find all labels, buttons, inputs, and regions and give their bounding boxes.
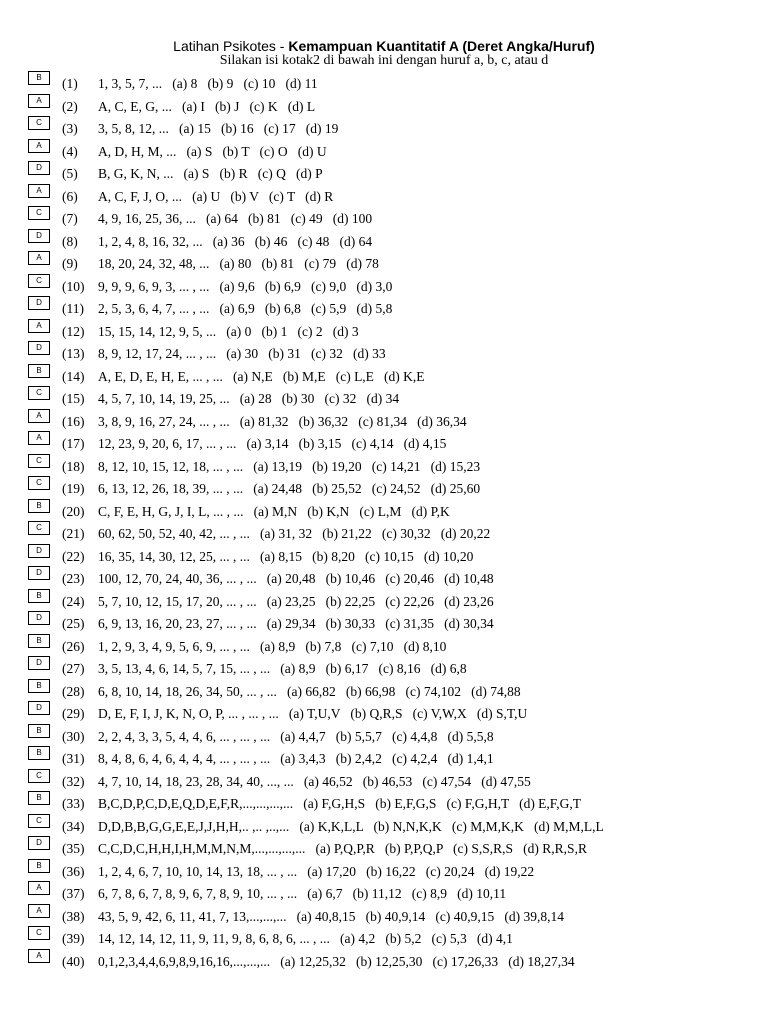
question-row [0, 570, 768, 593]
answer-box[interactable]: D [28, 341, 50, 355]
question-row [0, 770, 768, 796]
question-row [0, 95, 768, 121]
answer-box[interactable]: C [28, 454, 50, 468]
question-row [0, 120, 768, 143]
page-title [0, 38, 768, 54]
question-number: (14) [62, 368, 85, 384]
answer-box[interactable]: B [28, 746, 50, 760]
question-number: (11) [62, 301, 84, 316]
question-row [0, 365, 768, 391]
question-text: A, C, E, G, ... (a) I (b) J (c) K (d) L [98, 98, 316, 114]
question-text: 4, 7, 10, 14, 18, 23, 28, 34, 40, ..., ... (a) 46,52 (b) 46,53 (c) 47,54 (d) 47,55 [98, 773, 531, 789]
question-text: C,C,D,C,H,H,I,H,M,M,N,M,...,...,...,... (a) P,Q,P,R (b) P,P,Q,P (c) S,S,R,S (d) R,R,S,R [98, 841, 587, 856]
answer-box[interactable]: A [28, 904, 50, 918]
question-row [0, 795, 768, 818]
answer-box[interactable]: B [28, 589, 50, 603]
question-text: 15, 15, 14, 12, 9, 5, ... (a) 0 (b) 1 (c) 2 (d) 3 [98, 323, 359, 339]
answer-box[interactable]: C [28, 206, 50, 220]
answer-box[interactable]: A [28, 94, 50, 108]
question-text: 4, 9, 16, 25, 36, ... (a) 64 (b) 81 (c) 49 (d) 100 [98, 211, 373, 226]
answer-box[interactable]: D [28, 544, 50, 558]
answer-box[interactable]: D [28, 656, 50, 670]
answer-box[interactable]: B [28, 71, 50, 85]
question-text: 3, 5, 13, 4, 6, 14, 5, 7, 15, ... , ... (a) 8,9 (b) 6,17 (c) 8,16 (d) 6,8 [98, 661, 467, 676]
question-number: (31) [62, 751, 85, 766]
question-text: 3, 5, 8, 12, ... (a) 15 (b) 16 (c) 17 (d) 19 [98, 121, 339, 136]
question-row [0, 705, 768, 728]
question-text: 1, 3, 5, 7, ... (a) 8 (b) 9 (c) 10 (d) 11 [98, 76, 318, 91]
answer-box[interactable]: B [28, 859, 50, 873]
answer-box[interactable]: C [28, 476, 50, 490]
question-text: 3, 8, 9, 16, 27, 24, ... , ... (a) 81,32 (b) 36,32 (c) 81,34 (d) 36,34 [98, 413, 467, 429]
question-row [0, 210, 768, 233]
answer-box[interactable]: C [28, 386, 50, 400]
answer-box[interactable]: D [28, 229, 50, 243]
answer-box[interactable]: A [28, 184, 50, 198]
question-number: (19) [62, 481, 85, 496]
answer-box[interactable]: A [28, 881, 50, 895]
question-text: 4, 5, 7, 10, 14, 19, 25, ... (a) 28 (b) 30 (c) 32 (d) 34 [98, 391, 400, 406]
answer-box[interactable]: C [28, 814, 50, 828]
question-row [0, 590, 768, 616]
question-row [0, 455, 768, 481]
question-row [0, 345, 768, 368]
question-number: (30) [62, 728, 85, 744]
question-row [0, 885, 768, 908]
question-row [0, 390, 768, 413]
answer-box[interactable]: C [28, 274, 50, 288]
question-row [0, 680, 768, 706]
question-number: (7) [62, 211, 78, 226]
question-row [0, 930, 768, 953]
question-number: (39) [62, 931, 85, 946]
answer-box[interactable]: C [28, 116, 50, 130]
question-row [0, 750, 768, 773]
question-number: (1) [62, 76, 78, 91]
question-text: 8, 12, 10, 15, 12, 18, ... , ... (a) 13,19 (b) 19,20 (c) 14,21 (d) 15,23 [98, 458, 481, 474]
question-row [0, 410, 768, 436]
question-number: (36) [62, 863, 85, 879]
answer-box[interactable]: D [28, 611, 50, 625]
question-row [0, 615, 768, 638]
answer-box[interactable]: A [28, 319, 50, 333]
answer-box[interactable]: A [28, 409, 50, 423]
question-text: 100, 12, 70, 24, 40, 36, ... , ... (a) 20,48 (b) 10,46 (c) 20,46 (d) 10,48 [98, 571, 494, 586]
answer-box[interactable]: D [28, 836, 50, 850]
answer-box[interactable]: A [28, 949, 50, 963]
question-number: (4) [62, 143, 78, 159]
question-number: (34) [62, 818, 85, 834]
question-text: 8, 4, 8, 6, 4, 6, 4, 4, 4, ... , ... , ... (a) 3,4,3 (b) 2,4,2 (c) 4,2,4 (d) 1,4,1 [98, 751, 494, 766]
answer-box[interactable]: B [28, 791, 50, 805]
question-number: (24) [62, 593, 85, 609]
question-text: 9, 9, 9, 6, 9, 3, ... , ... (a) 9,6 (b) 6,9 (c) 9,0 (d) 3,0 [98, 278, 393, 294]
question-number: (15) [62, 391, 85, 406]
question-row [0, 230, 768, 256]
question-row [0, 300, 768, 323]
question-text: 6, 7, 8, 6, 7, 8, 9, 6, 7, 8, 9, 10, ... , ... (a) 6,7 (b) 11,12 (c) 8,9 (d) 10,11 [98, 886, 507, 901]
question-number: (21) [62, 526, 85, 541]
question-row [0, 480, 768, 503]
question-number: (40) [62, 953, 85, 969]
question-text: C, F, E, H, G, J, I, L, ... , ... (a) M,N (b) K,N (c) L,M (d) P,K [98, 503, 450, 519]
question-number: (18) [62, 458, 85, 474]
question-text: 6, 8, 10, 14, 18, 26, 34, 50, ... , ... (a) 66,82 (b) 66,98 (c) 74,102 (d) 74,88 [98, 683, 521, 699]
answer-box[interactable]: C [28, 926, 50, 940]
question-number: (38) [62, 908, 85, 924]
answer-box[interactable]: A [28, 431, 50, 445]
answer-box[interactable]: A [28, 251, 50, 265]
question-text: 2, 2, 4, 3, 3, 5, 4, 4, 6, ... , ... , ... (a) 4,4,7 (b) 5,5,7 (c) 4,4,8 (d) 5,5,8 [98, 728, 494, 744]
question-number: (27) [62, 661, 85, 676]
question-number: (3) [62, 121, 78, 136]
answer-box[interactable]: D [28, 566, 50, 580]
question-number: (25) [62, 616, 85, 631]
question-text: A, E, D, E, H, E, ... , ... (a) N,E (b) M,E (c) L,E (d) K,E [98, 368, 425, 384]
question-row [0, 840, 768, 863]
question-text: B,C,D,P,C,D,E,Q,D,E,F,R,...,...,...,... (a) F,G,H,S (b) E,F,G,S (c) F,G,H,T (d) E,F,G,T [98, 796, 581, 811]
question-text: 5, 7, 10, 12, 15, 17, 20, ... , ... (a) 23,25 (b) 22,25 (c) 22,26 (d) 23,26 [98, 593, 494, 609]
question-number: (33) [62, 796, 85, 811]
instructions: Silakan isi kotak2 di bawah ini dengan huruf a, b, c, atau d [219, 53, 549, 68]
question-number: (28) [62, 683, 85, 699]
answer-box[interactable]: C [28, 521, 50, 535]
question-number: (12) [62, 323, 85, 339]
answer-box[interactable]: A [28, 139, 50, 153]
answer-box[interactable]: D [28, 161, 50, 175]
question-text: D,D,B,B,G,G,E,E,J,J,H,H,.. ,.. ,..,... (a) K,K,L,L (b) N,N,K,K (c) M,M,K,K (d) M,M,L,L [98, 818, 604, 834]
answer-box[interactable]: B [28, 364, 50, 378]
question-number: (10) [62, 278, 85, 294]
question-row [0, 165, 768, 188]
question-number: (17) [62, 436, 85, 451]
question-row [0, 75, 768, 98]
question-text: 43, 5, 9, 42, 6, 11, 41, 7, 13,...,...,... (a) 40,8,15 (b) 40,9,14 (c) 40,9,15 (d) 39,8,14 [98, 908, 564, 924]
question-row [0, 815, 768, 841]
question-row [0, 860, 768, 886]
question-row [0, 950, 768, 976]
question-number: (20) [62, 503, 85, 519]
question-list [0, 75, 768, 975]
question-text: 2, 5, 3, 6, 4, 7, ... , ... (a) 6,9 (b) 6,8 (c) 5,9 (d) 5,8 [98, 301, 393, 316]
question-row [0, 545, 768, 571]
question-number: (29) [62, 706, 85, 721]
question-row [0, 905, 768, 931]
question-text: 12, 23, 9, 20, 6, 17, ... , ... (a) 3,14 (b) 3,15 (c) 4,14 (d) 4,15 [98, 436, 447, 451]
answer-box[interactable]: C [28, 769, 50, 783]
question-text: D, E, F, I, J, K, N, O, P, ... , ... , ... (a) T,U,V (b) Q,R,S (c) V,W,X (d) S,T,U [98, 706, 528, 721]
question-number: (16) [62, 413, 85, 429]
answer-box[interactable]: B [28, 679, 50, 693]
answer-box[interactable]: D [28, 701, 50, 715]
answer-box[interactable]: B [28, 499, 50, 513]
question-number: (26) [62, 638, 85, 654]
question-text: 18, 20, 24, 32, 48, ... (a) 80 (b) 81 (c) 79 (d) 78 [98, 256, 379, 271]
question-text: 6, 13, 12, 26, 18, 39, ... , ... (a) 24,48 (b) 25,52 (c) 24,52 (d) 25,60 [98, 481, 481, 496]
question-number: (32) [62, 773, 85, 789]
question-number: (37) [62, 886, 85, 901]
question-number: (8) [62, 233, 78, 249]
question-row [0, 320, 768, 346]
question-number: (23) [62, 571, 85, 586]
question-number: (22) [62, 548, 85, 564]
title-bold: Kemampuan Kuantitatif A (Deret Angka/Huruf) [288, 38, 595, 54]
question-text: 14, 12, 14, 12, 11, 9, 11, 9, 8, 6, 8, 6, ... , ... (a) 4,2 (b) 5,2 (c) 5,3 (d) 4,1 [98, 931, 513, 946]
question-text: 6, 9, 13, 16, 20, 23, 27, ... , ... (a) 29,34 (b) 30,33 (c) 31,35 (d) 30,34 [98, 616, 494, 631]
question-text: 1, 2, 4, 8, 16, 32, ... (a) 36 (b) 46 (c) 48 (d) 64 [98, 233, 373, 249]
answer-box[interactable]: D [28, 296, 50, 310]
question-text: 1, 2, 9, 3, 4, 9, 5, 6, 9, ... , ... (a) 8,9 (b) 7,8 (c) 7,10 (d) 8,10 [98, 638, 447, 654]
question-row [0, 140, 768, 166]
answer-box[interactable]: B [28, 634, 50, 648]
title-prefix: Latihan Psikotes - [173, 38, 289, 54]
question-row [0, 255, 768, 278]
question-text: B, G, K, N, ... (a) S (b) R (c) Q (d) P [98, 166, 323, 181]
question-row [0, 275, 768, 301]
question-row [0, 635, 768, 661]
question-text: A, C, F, J, O, ... (a) U (b) V (c) T (d) R [98, 188, 334, 204]
question-row [0, 660, 768, 683]
question-number: (5) [62, 166, 78, 181]
question-number: (35) [62, 841, 85, 856]
question-text: A, D, H, M, ... (a) S (b) T (c) O (d) U [98, 143, 327, 159]
question-text: 0,1,2,3,4,4,6,9,8,9,16,16,...,...,... (a) 12,25,32 (b) 12,25,30 (c) 17,26,33 (d) 18,27,34 [98, 953, 575, 969]
question-row [0, 725, 768, 751]
question-number: (13) [62, 346, 85, 361]
question-text: 60, 62, 50, 52, 40, 42, ... , ... (a) 31, 32 (b) 21,22 (c) 30,32 (d) 20,22 [98, 526, 491, 541]
question-row [0, 500, 768, 526]
question-number: (9) [62, 256, 78, 271]
question-number: (6) [62, 188, 78, 204]
answer-box[interactable]: B [28, 724, 50, 738]
question-number: (2) [62, 98, 78, 114]
question-text: 16, 35, 14, 30, 12, 25, ... , ... (a) 8,15 (b) 8,20 (c) 10,15 (d) 10,20 [98, 548, 474, 564]
question-row [0, 185, 768, 211]
question-text: 1, 2, 4, 6, 7, 10, 10, 14, 13, 18, ... , ... (a) 17,20 (b) 16,22 (c) 20,24 (d) 19,22 [98, 863, 535, 879]
question-text: 8, 9, 12, 17, 24, ... , ... (a) 30 (b) 31 (c) 32 (d) 33 [98, 346, 386, 361]
question-row [0, 435, 768, 458]
question-row [0, 525, 768, 548]
